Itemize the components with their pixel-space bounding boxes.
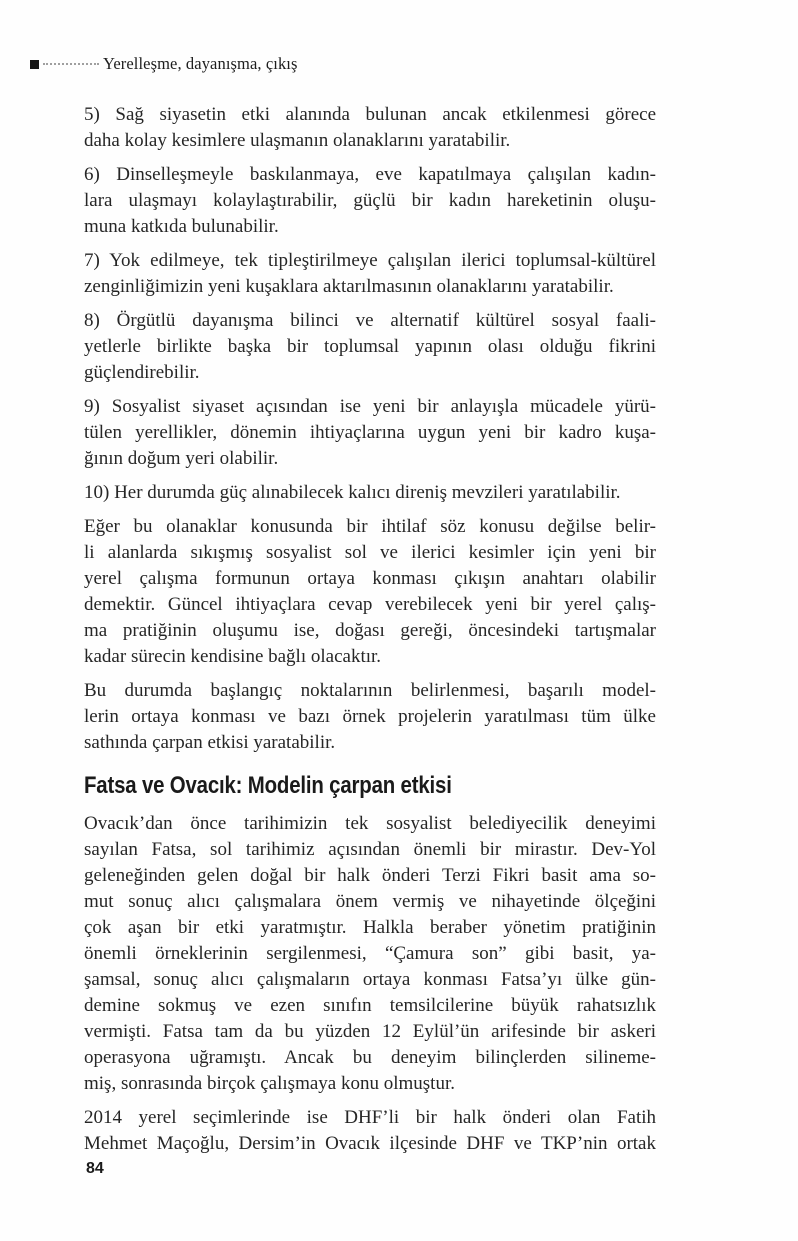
text-line: demine sokmuş ve ezen sınıfın temsilcilerine büyük rahatsızlık: [84, 995, 656, 1016]
text-line: li alanlarda sıkışmış sosyalist sol ve ilerici kesimler için yeni bir: [84, 542, 656, 563]
page-number: 84: [86, 1160, 104, 1177]
text-line: 9) Sosyalist siyaset açısından ise yeni bir anlayışla mücadele yürü-: [84, 396, 656, 417]
text-line: yetlerle birlikte başka bir toplumsal yapının olası olduğu fikrini: [84, 336, 656, 357]
running-header-title: Yerelleşme, dayanışma, çıkış: [103, 54, 298, 73]
text-line: 8) Örgütlü dayanışma bilinci ve alternatif kültürel sosyal faali-: [84, 310, 656, 331]
text-line: muna katkıda bulunabilir.: [84, 216, 279, 237]
text-line: önemli örneklerinin sergilenmesi, “Çamura son” gibi basit, ya-: [84, 943, 656, 964]
text-line: 5) Sağ siyasetin etki alanında bulunan ancak etkilenmesi görece: [84, 104, 656, 125]
section-heading: Fatsa ve Ovacık: Modelin çarpan etkisi: [84, 772, 452, 799]
text-line: Ovacık’dan önce tarihimizin tek sosyalist belediyecilik deneyimi: [84, 813, 656, 834]
text-line: sathında çarpan etkisi yaratabilir.: [84, 732, 336, 753]
text-line: daha kolay kesimlere ulaşmanın olanaklarını yaratabilir.: [84, 130, 511, 151]
text-line: lerin ortaya konması ve bazı örnek projelerin yaratılması tüm ülke: [84, 706, 656, 727]
text-line: 7) Yok edilmeye, tek tipleştirilmeye çalışılan ilerici toplumsal-kültürel: [84, 250, 656, 271]
paragraph: [84, 102, 656, 154]
text-line: Eğer bu olanaklar konusunda bir ihtilaf söz konusu değilse belir-: [84, 516, 656, 537]
paragraph: [84, 248, 656, 300]
text-line: güçlendirebilir.: [84, 362, 200, 383]
text-line: kadar sürecin kendisine bağlı olacaktır.: [84, 646, 382, 667]
text-line: şamsal, sonuç alıcı çalışmaların ortaya konması Fatsa’yı ülke gün-: [84, 969, 656, 990]
text-line: 2014 yerel seçimlerinde ise DHF’li bir halk önderi olan Fatih: [84, 1107, 656, 1128]
paragraph: [84, 162, 656, 240]
text-line: lara ulaşmayı kolaylaştırabilir, güçlü bir kadın hareketinin oluşu-: [84, 190, 656, 211]
text-line: tülen yerellikler, dönemin ihtiyaçlarına uygun yeni bir kadro kuşa-: [84, 422, 656, 443]
page-body: [84, 102, 656, 1165]
page-footer: [86, 1160, 104, 1178]
text-line: çok aşan bir etki yaratmıştır. Halkla beraber yönetim pratiğinin: [84, 917, 656, 938]
text-line: yerel çalışma formunun ortaya konması çıkışın anahtarı olabilir: [84, 568, 656, 589]
text-line: miş, sonrasında birçok çalışmaya konu olmuştur.: [84, 1073, 455, 1094]
text-line: Mehmet Maçoğlu, Dersim’in Ovacık ilçesinde DHF ve TKP’nin ortak: [84, 1133, 656, 1154]
text-line: geleneğinden gelen doğal bir halk önderi Terzi Fikri basit ama so-: [84, 865, 656, 886]
text-line: 10) Her durumda güç alınabilecek kalıcı direniş mevzileri yaratılabilir.: [84, 482, 621, 503]
paragraph: [84, 514, 656, 670]
text-line: demektir. Güncel ihtiyaçlara cevap verebilecek yeni bir yerel çalış-: [84, 594, 656, 615]
text-line: ma pratiğinin oluşumu ise, doğası gereği, öncesindeki tartışmalar: [84, 620, 656, 641]
text-line: vermişti. Fatsa tam da bu yüzden 12 Eylül’ün arifesinde bir askeri: [84, 1021, 656, 1042]
text-line: mut sonuç alıcı çalışmalara önem vermiş ve nihayetinde ölçeğini: [84, 891, 656, 912]
text-line: operasyona uğramıştı. Ancak bu deneyim bilinçlerden silineme-: [84, 1047, 656, 1068]
paragraph: [84, 811, 656, 1097]
square-bullet-icon: [30, 60, 39, 69]
text-line: ğının doğum yeri olabilir.: [84, 448, 279, 469]
text-line: Bu durumda başlangıç noktalarının belirlenmesi, başarılı model-: [84, 680, 656, 701]
paragraph: [84, 394, 656, 472]
paragraph: [84, 1105, 656, 1157]
text-line: sayılan Fatsa, sol tarihimiz açısından önemli bir mirastır. Dev-Yol: [84, 839, 656, 860]
text-line: zenginliğimizin yeni kuşaklara aktarılmasının olanaklarını yaratabilir.: [84, 276, 614, 297]
paragraph: [84, 678, 656, 756]
dotted-leader-line: [43, 63, 99, 65]
paragraph: [84, 480, 656, 506]
running-header: [30, 54, 298, 74]
paragraph: [84, 308, 656, 386]
text-line: 6) Dinselleşmeyle baskılanmaya, eve kapatılmaya çalışılan kadın-: [84, 164, 656, 185]
